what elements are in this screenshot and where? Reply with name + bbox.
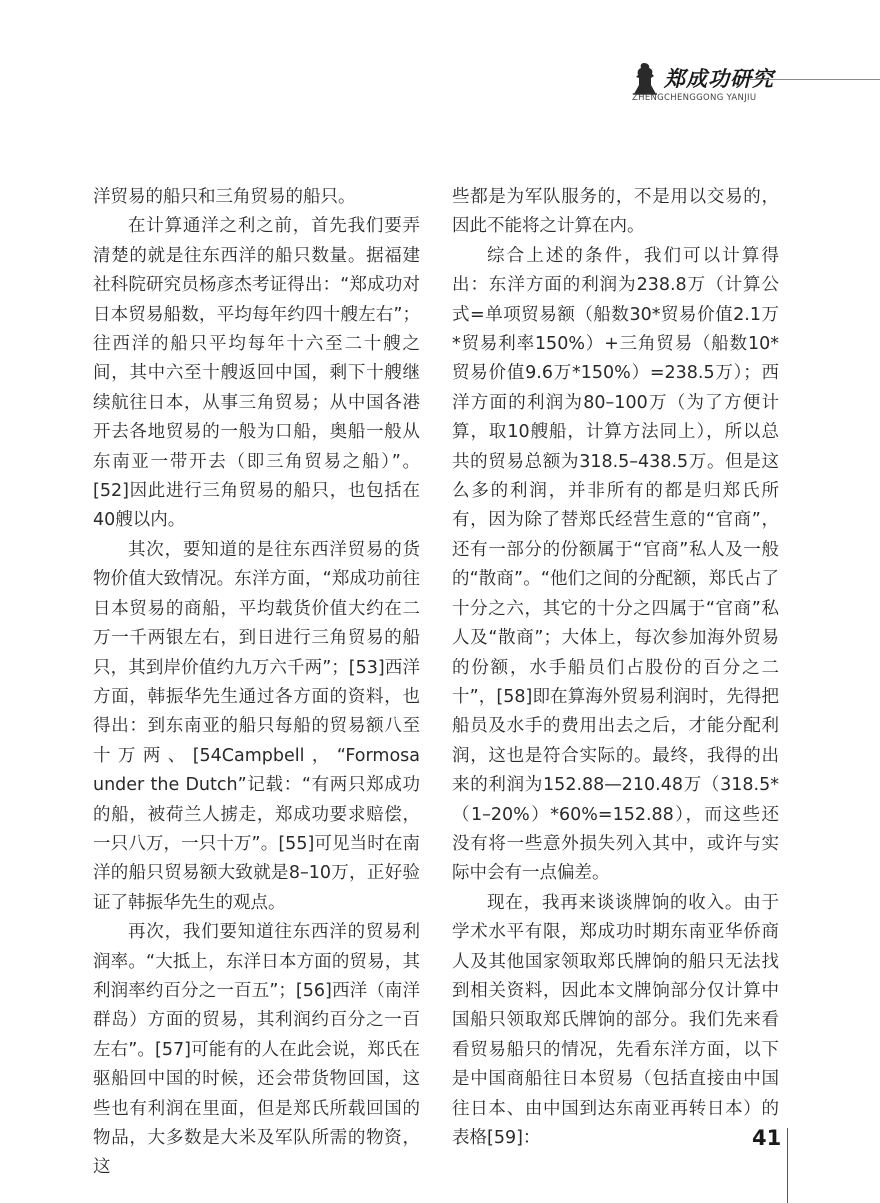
figure-silhouette-icon <box>630 61 660 95</box>
right-column <box>452 183 782 1153</box>
footer-divider <box>787 1128 788 1203</box>
paragraph: 些都是为军队服务的，不是用以交易的，因此不能将之计算在内。 <box>452 187 779 237</box>
journal-title: 郑成功研究 <box>664 66 774 91</box>
paragraph: 洋贸易的船只和三角贸易的船只。 <box>93 187 356 207</box>
page-number: 41 <box>752 1126 782 1150</box>
paragraph: 再次，我们要知道往东西洋的贸易利润率。“大抵上，东洋日本方面的贸易，其利润率约百分之一百五”；[56]西洋（南洋群岛）方面的贸易，其利润约百分之一百左右”。[57]可能有的人在此会说，郑氏在驱船回中国的时候，还会带货物回国，这些也有利润在里面，但是郑氏所载回国的物品，大多数是大米及军队所需的物资，这 <box>93 922 420 1178</box>
header-rule <box>750 79 880 80</box>
journal-subtitle: ZHENGCHENGGONG YANJIU <box>632 93 757 103</box>
paragraph: 在计算通洋之利之前，首先我们要弄清楚的就是往东西洋的船只数量。据福建社科院研究员杨彦杰考证得出：“郑成功对日本贸易船数，平均每年约四十艘左右”；往西洋的船只平均每年十六至二十艘之间，其中六至十艘返回中国，剩下十艘继续航往日本，从事三角贸易；从中国各港开去各地贸易的一般为口船，奥船一般从东南亚一带开去（即三角贸易之船）”。[52]因此进行三角贸易的船只，也包括在40艘以内。 <box>93 216 420 531</box>
paragraph: 现在，我再来谈谈牌饷的收入。由于学术水平有限，郑成功时期东南亚华侨商人及其他国家领取郑氏牌饷的船只无法找到相关资料，因此本文牌饷部分仅计算中国船只领取郑氏牌饷的部分。我们先来看看贸易船只的情况，先看东洋方面，以下是中国商船往日本贸易（包括直接由中国往日本、由中国到达东南亚再转日本）的表格[59]： <box>452 892 779 1148</box>
left-column <box>93 183 420 1183</box>
journal-header <box>630 55 880 105</box>
paragraph: 其次，要知道的是往东西洋贸易的货物价值大致情况。东洋方面，“郑成功前往日本贸易的商船，平均载货价值大约在二万一千两银左右，到日进行三角贸易的船只，其到岸价值约九万六千两”；[53]西洋方面，韩振华先生通过各方面的资料，也得出：到东南亚的船只每船的贸易额八至十万两、[54Campbell，“Formosa under the Dutch”记载：“有两只郑成功的船，被荷兰人掳走，郑成功要求赔偿，一只八万，一只十万”。[55]可见当时在南洋的船只贸易额大致就是8–10万，正好验证了韩振华先生的观点。 <box>93 539 420 913</box>
paragraph: 综合上述的条件，我们可以计算得出：东洋方面的利润为238.8万（计算公式=单项贸易额（船数30*贸易价值2.1万*贸易利率150%）+三角贸易（船数10*贸易价值9.6万*150%）=238.5万）；西洋方面的利润为80–100万（为了方便计算，取10艘船，计算方法同上），所以总共的贸易总额为318.5–438.5万。但是这么多的利润，并非所有的都是归郑氏所有，因为除了替郑氏经营生意的“官商”，还有一部分的份额属于“官商”私人及一般的“散商”。“他们之间的分配额，郑氏占了十分之六，其它的十分之四属于“官商”私人及“散商”；大体上，每次参加海外贸易的份额，水手船员们占股份的百分之二十”，[58]即在算海外贸易利润时，先得把船员及水手的费用出去之后，才能分配利润，这也是符合实际的。最终，我得的出来的利润为152.88—210.48万（318.5*（1–20%）*60%=152.88），而这些还没有将一些意外损失列入其中，或许与实际中会有一点偏差。 <box>452 245 779 884</box>
